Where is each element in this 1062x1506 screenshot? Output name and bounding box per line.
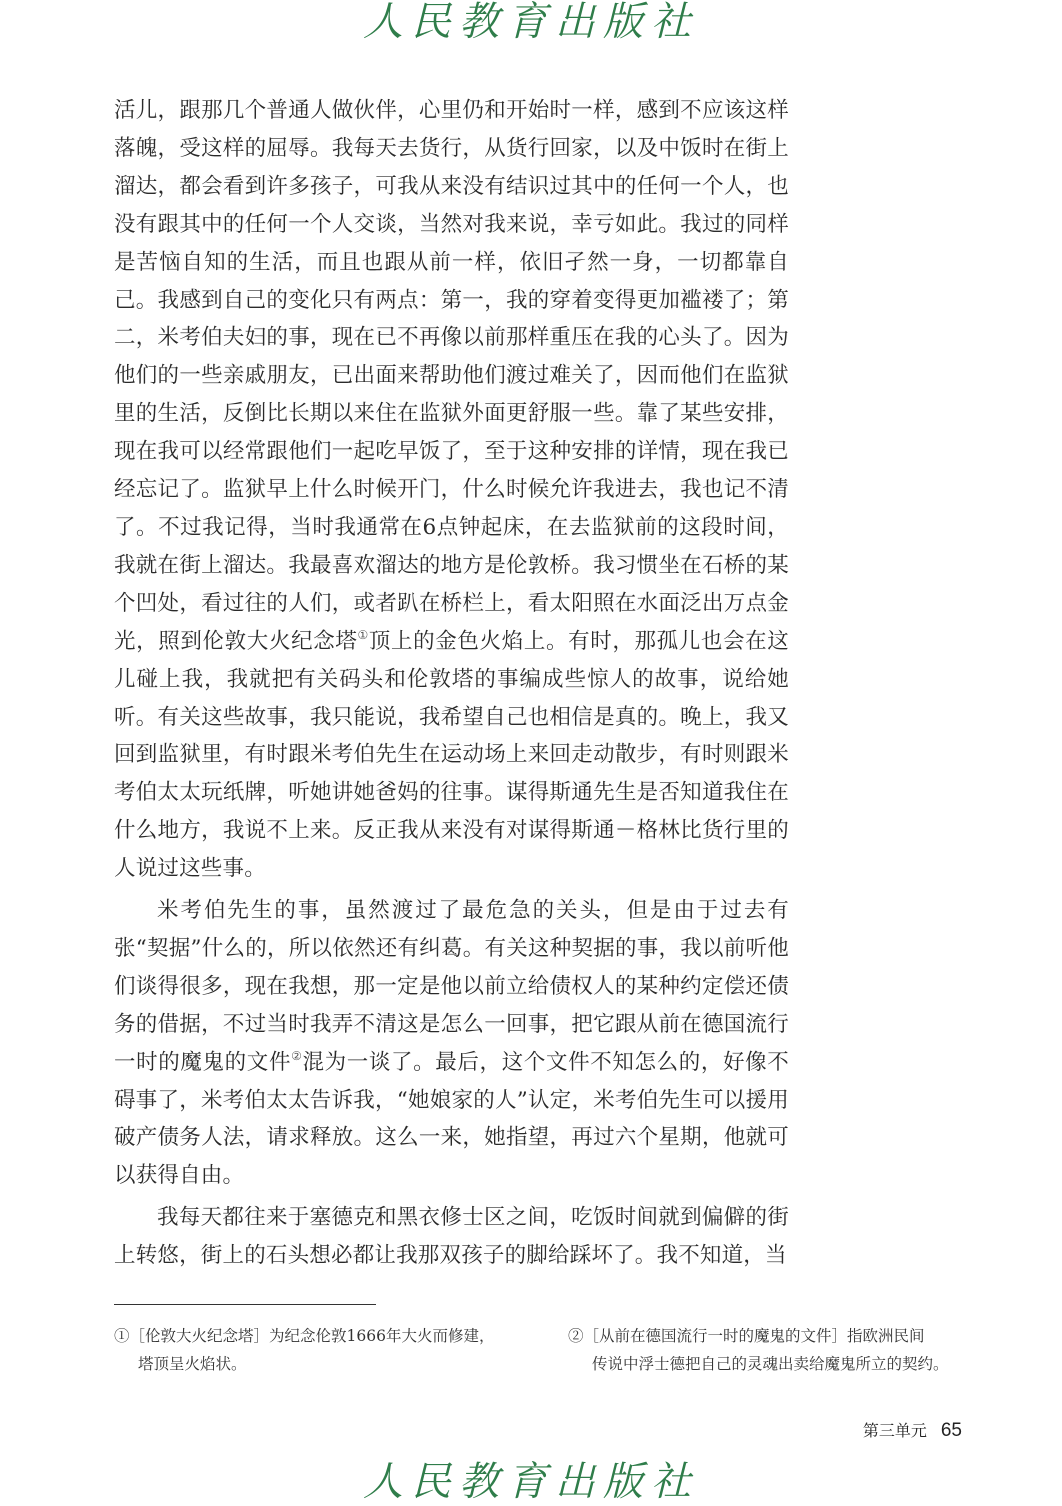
paragraph-1-part-2: 顶上的金色火焰上。有时，那孤儿也会在这儿碰上我，我就把有关码头和伦敦塔的事编成些惊人的故事，说给她听。有关这些故事，我只能说，我希望自己也相信是真的。晚上，我又回到监狱里，有时跟米考伯先生在运动场上来回走动散步，有时则跟米考伯太太玩纸牌，听她讲她爸妈的往事。谋得斯通先生是否知道我住在什么地方，我说不上来。反正我从来没有对谋得斯通－格林比货行里的人说过这些事。 (114, 628, 790, 882)
paragraph-2-part-2: 混为一谈了。最后，这个文件不知怎么的，好像不碍事了，米考伯太太告诉我，“她娘家的人”认定，米考伯先生可以援用破产债务人法，请求释放。这么一来，她指望，再过六个星期，他就可以获得自由。 (114, 1049, 789, 1189)
paragraph-3 (114, 1199, 789, 1275)
footnote-1-line-2: 塔顶呈火焰状。 (138, 1355, 247, 1373)
paragraph-1-part-1: 活儿，跟那几个普通人做伙伴，心里仍和开始时一样，感到不应该这样落魄，受这样的屈辱。我每天去货行，从货行回家，以及中饭时在街上溜达，都会看到许多孩子，可我从来没有结识过其中的任何一个人，也没有跟其中的任何一个人交谈，当然对我来说，幸亏如此。我过的同样是苦恼自知的生活，而且也跟从前一样，依旧孑然一身，一切都靠自己。我感到自己的变化只有两点：第一，我的穿着变得更加褴褛了；第二，米考伯夫妇的事，现在已不再像以前那样重压在我的心头了。因为他们的一些亲戚朋友，已出面来帮助他们渡过难关了，因而他们在监狱里的生活，反倒比长期以来住在监狱外面更舒服一些。靠了某些安排，现在我可以经常跟他们一起吃早饭了，至于这种安排的详情，现在我已经忘记了。监狱早上什么时候开门，什么时候允许我进去，我也记不清了。不过我记得，当时我通常在6点钟起床，在去监狱前的这段时间，我就在街上溜达。我最喜欢溜达的地方是伦敦桥。我习惯坐在石桥的某个凹处，看过往的人们，或者趴在桥栏上，看太阳照在水面泛出万点金光，照到伦敦大火纪念塔 (114, 98, 789, 654)
footnote-ref-2[interactable]: ② (291, 1048, 303, 1063)
paragraph-2 (114, 892, 789, 1195)
footnote-ref-1[interactable]: ① (357, 627, 369, 642)
footnote-2-line-1: ②［从前在德国流行一时的魔鬼的文件］指欧洲民间 (568, 1327, 925, 1345)
footnote-2 (568, 1322, 988, 1378)
paragraph-2-part-1: 米考伯先生的事，虽然渡过了最危急的关头，但是由于过去有张“契据”什么的，所以依然还有纠葛。有关这种契据的事，我以前听他们谈得很多，现在我想，那一定是他以前立给债权人的某种约定偿还债务的借据，不过当时我弄不清这是怎么一回事，把它跟从前在德国流行一时的魔鬼的文件 (114, 898, 789, 1075)
paragraph-3-text: 我每天都往来于塞德克和黑衣修士区之间，吃饭时间就到偏僻的街上转悠，街上的石头想必都让我那双孩子的脚给踩坏了。我不知道，当 (114, 1205, 789, 1269)
publisher-watermark-top: 人民教育出版社 (363, 0, 699, 45)
footnote-1 (114, 1322, 534, 1378)
footnote-1-line-1: ①［伦敦大火纪念塔］为纪念伦敦1666年大火而修建， (114, 1327, 495, 1345)
footnote-2-line-2: 传说中浮士德把自己的灵魂出卖给魔鬼所立的契约。 (592, 1355, 949, 1373)
publisher-watermark-bottom: 人民教育出版社 (363, 1459, 699, 1505)
page-number: 65 (940, 1420, 962, 1441)
unit-label: 第三单元 (862, 1423, 927, 1440)
paragraph-1 (114, 92, 789, 888)
page-footer (863, 1418, 962, 1442)
footnote-divider (114, 1304, 376, 1305)
body-text (114, 92, 789, 1275)
